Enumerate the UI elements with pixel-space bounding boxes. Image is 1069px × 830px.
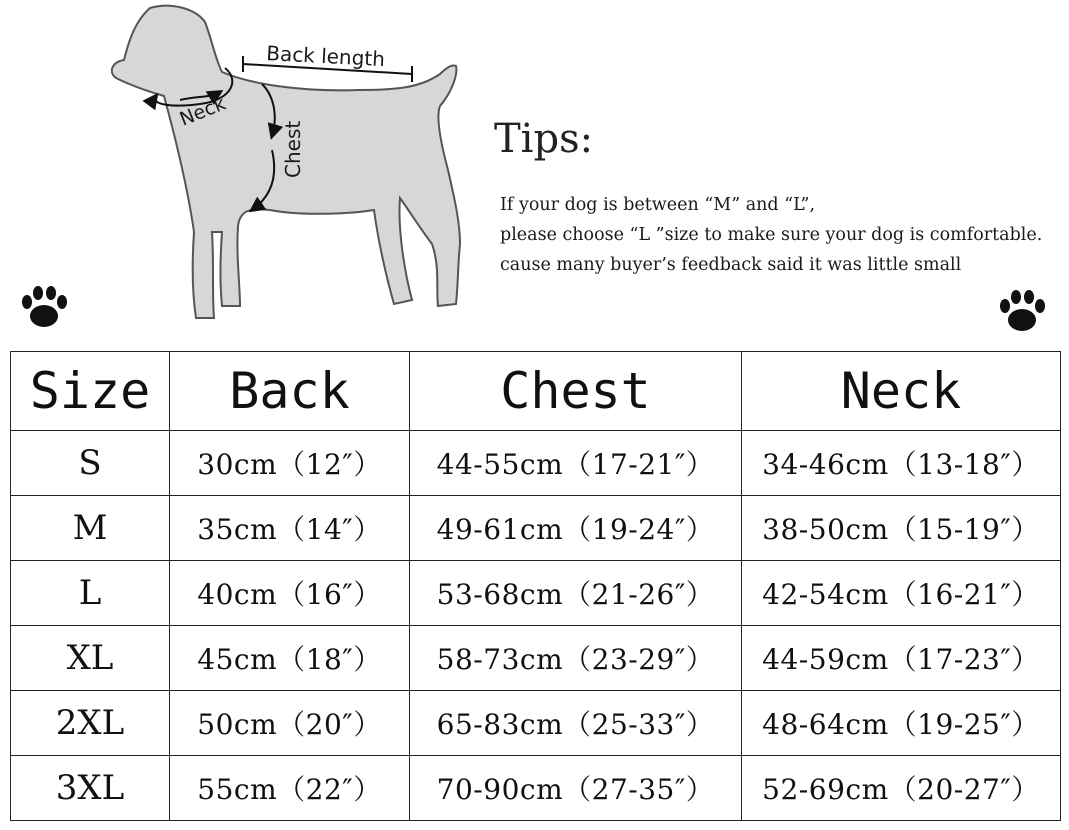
cell-neck: 42-54cm（16-21″） xyxy=(742,561,1061,626)
cell-size: L xyxy=(11,561,170,626)
measurement-diagram xyxy=(0,0,1069,350)
cell-back: 40cm（16″） xyxy=(170,561,410,626)
back-length-marker xyxy=(243,41,412,82)
tip-line: cause many buyer’s feedback said it was little small xyxy=(500,255,962,275)
cell-neck: 34-46cm（13-18″） xyxy=(742,431,1061,496)
table-row xyxy=(11,626,1061,691)
cell-neck: 44-59cm（17-23″） xyxy=(742,626,1061,691)
header-neck: Neck xyxy=(742,352,1061,431)
header-size: Size xyxy=(11,352,170,431)
cell-chest: 58-73cm（23-29″） xyxy=(410,626,742,691)
tips-title: Tips: xyxy=(494,116,594,162)
paw-icon-left xyxy=(22,286,67,327)
cell-size: M xyxy=(11,496,170,561)
table-row xyxy=(11,691,1061,756)
tips-text xyxy=(500,190,1060,280)
cell-size: 3XL xyxy=(11,756,170,821)
cell-back: 50cm（20″） xyxy=(170,691,410,756)
cell-back: 30cm（12″） xyxy=(170,431,410,496)
cell-back: 55cm（22″） xyxy=(170,756,410,821)
chest-label: Chest xyxy=(281,120,305,178)
header-back: Back xyxy=(170,352,410,431)
tip-line: If your dog is between “M” and “L”, xyxy=(500,195,816,215)
cell-chest: 65-83cm（25-33″） xyxy=(410,691,742,756)
cell-chest: 70-90cm（27-35″） xyxy=(410,756,742,821)
tip-line: please choose “L ”size to make sure your dog is comfortable. xyxy=(500,225,1043,245)
cell-back: 35cm（14″） xyxy=(170,496,410,561)
neck-label: Neck xyxy=(176,92,229,131)
cell-chest: 44-55cm（17-21″） xyxy=(410,431,742,496)
cell-neck: 48-64cm（19-25″） xyxy=(742,691,1061,756)
cell-chest: 49-61cm（19-24″） xyxy=(410,496,742,561)
table-row xyxy=(11,756,1061,821)
size-chart-table xyxy=(10,351,1061,821)
table-header-row xyxy=(11,352,1061,431)
cell-size: S xyxy=(11,431,170,496)
back-length-label: Back length xyxy=(265,41,386,72)
cell-neck: 38-50cm（15-19″） xyxy=(742,496,1061,561)
header-chest: Chest xyxy=(410,352,742,431)
paw-icon-right xyxy=(1000,290,1045,331)
table-row xyxy=(11,496,1061,561)
cell-chest: 53-68cm（21-26″） xyxy=(410,561,742,626)
cell-size: 2XL xyxy=(11,691,170,756)
cell-back: 45cm（18″） xyxy=(170,626,410,691)
cell-size: XL xyxy=(11,626,170,691)
table-row xyxy=(11,431,1061,496)
cell-neck: 52-69cm（20-27″） xyxy=(742,756,1061,821)
table-row xyxy=(11,561,1061,626)
